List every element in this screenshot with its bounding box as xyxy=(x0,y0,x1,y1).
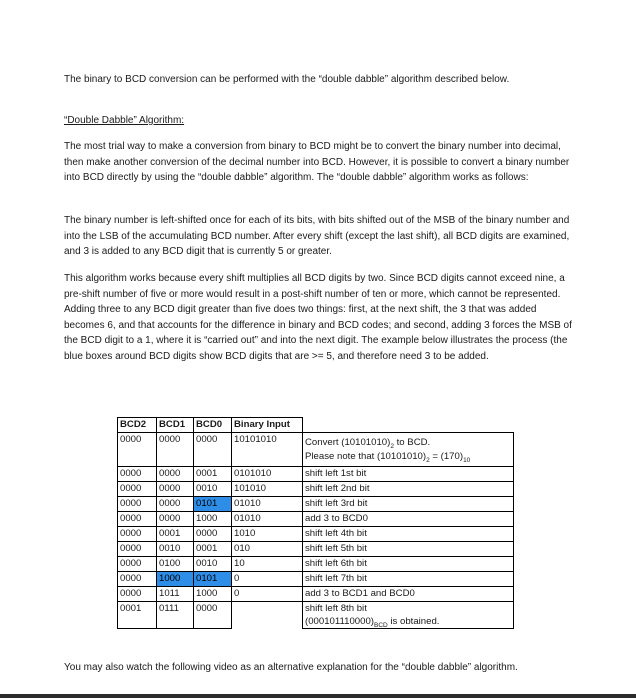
cell-bcd0: 0000 xyxy=(194,527,232,542)
cell-bcd2: 0001 xyxy=(118,602,157,629)
cell-description: shift left 2nd bit xyxy=(303,482,514,497)
paragraph-2: The binary number is left-shifted once for each of its bits, with bits shifted out of the MSB of the binary number and into the LSB of the accumulating BCD number. After every shift (except the last shift), all BCD digits are examined, and 3 is added to any BCD digit that is currently 5 or greater. xyxy=(64,215,570,257)
page-bottom-rule xyxy=(0,694,636,698)
cell-bcd1: 0010 xyxy=(157,542,194,557)
table-row-final xyxy=(118,602,514,629)
cell-description: shift left 7th bit xyxy=(303,572,514,587)
cell-description: add 3 to BCD0 xyxy=(303,512,514,527)
cell-binary: 010 xyxy=(232,542,303,557)
cell-binary: 01010 xyxy=(232,512,303,527)
cell-bcd1: 0100 xyxy=(157,557,194,572)
cell-bcd0: 0001 xyxy=(194,467,232,482)
cell-bcd1: 0000 xyxy=(157,497,194,512)
cell-bcd2: 0000 xyxy=(118,467,157,482)
table-row xyxy=(118,467,514,482)
table-row-start xyxy=(118,433,514,467)
cell-bcd0: 0000 xyxy=(194,433,232,467)
cell-bcd2: 0000 xyxy=(118,433,157,467)
cell-bcd1: 0001 xyxy=(157,527,194,542)
table-header-row xyxy=(118,418,514,433)
cell-bcd1: 0111 xyxy=(157,602,194,629)
cell-binary: 10 xyxy=(232,557,303,572)
paragraph-4: You may also watch the following video as an alternative explanation for the “double dabble” algorithm. xyxy=(64,662,518,673)
table-row xyxy=(118,527,514,542)
cell-bcd0: 0001 xyxy=(194,542,232,557)
header-bcd1: BCD1 xyxy=(157,418,194,433)
cell-description: add 3 to BCD1 and BCD0 xyxy=(303,587,514,602)
cell-bcd2: 0000 xyxy=(118,572,157,587)
cell-binary: 0 xyxy=(232,587,303,602)
cell-bcd0: 1000 xyxy=(194,512,232,527)
table-row xyxy=(118,587,514,602)
cell-binary: 0101010 xyxy=(232,467,303,482)
cell-bcd0-highlighted: 0101 xyxy=(194,497,232,512)
cell-bcd0: 0010 xyxy=(194,557,232,572)
cell-description: shift left 1st bit xyxy=(303,467,514,482)
double-dabble-table xyxy=(117,417,514,629)
cell-bcd0: 0010 xyxy=(194,482,232,497)
cell-description xyxy=(303,433,514,467)
cell-bcd2: 0000 xyxy=(118,557,157,572)
cell-bcd2: 0000 xyxy=(118,527,157,542)
table-row xyxy=(118,542,514,557)
cell-bcd1: 1011 xyxy=(157,587,194,602)
cell-bcd0-highlighted: 0101 xyxy=(194,572,232,587)
cell-description: shift left 6th bit xyxy=(303,557,514,572)
cell-description: shift left 3rd bit xyxy=(303,497,514,512)
paragraph-1: The most trial way to make a conversion from binary to BCD might be to convert the binary number into decimal, then make another conversion of the decimal number into BCD. However, it is possible to convert a binary number into BCD directly by using the “double dabble” algorithm. The “double dabble” algorithm works as follows: xyxy=(64,141,570,183)
cell-binary: 101010 xyxy=(232,482,303,497)
table-row xyxy=(118,557,514,572)
start-desc-line1: Convert $(10101010)_2$ to BCD. xyxy=(305,437,431,450)
final-desc-line2: $(000101110000)_{BCD}$ is obtained. xyxy=(305,616,440,629)
intro-paragraph: The binary to BCD conversion can be performed with the “double dabble” algorithm described below. xyxy=(64,74,510,85)
header-bcd2: BCD2 xyxy=(118,418,157,433)
cell-binary: 10101010 xyxy=(232,433,303,467)
cell-binary: 0 xyxy=(232,572,303,587)
start-desc-line2: Please note that $(10101010)_2 = (170)_{10}$ xyxy=(305,451,471,464)
cell-bcd1: 0000 xyxy=(157,467,194,482)
cell-bcd1: 0000 xyxy=(157,433,194,467)
cell-bcd2: 0000 xyxy=(118,482,157,497)
cell-description: shift left 4th bit xyxy=(303,527,514,542)
cell-bcd2: 0000 xyxy=(118,587,157,602)
table-row xyxy=(118,497,514,512)
table-row xyxy=(118,572,514,587)
cell-description xyxy=(303,602,514,629)
cell-bcd2: 0000 xyxy=(118,497,157,512)
algorithm-heading: “Double Dabble” Algorithm: xyxy=(64,115,185,126)
header-binary-input: Binary Input xyxy=(232,418,303,433)
final-desc-line1: shift left 8th bit xyxy=(305,603,367,614)
cell-bcd2: 0000 xyxy=(118,542,157,557)
cell-binary: 01010 xyxy=(232,497,303,512)
paragraph-3: This algorithm works because every shift multiplies all BCD digits by two. Since BCD digits cannot exceed nine, a pre-shift number of five or more would result in a post-shift number of ten or more, which cannot be represented. Adding three to any BCD digit greater than five does two things: first, at the next shift, the 3 that was added becomes 6, and that accounts for the difference in binary and BCD codes; and second, adding 3 forces the MSB of the BCD digit to a 1, where it is “carried out” and into the next digit. The example below illustrates the process (the blue boxes around BCD digits show BCD digits that are >= 5, and therefore need 3 to be added. xyxy=(64,273,572,362)
cell-bcd0: 1000 xyxy=(194,587,232,602)
cell-bcd1: 0000 xyxy=(157,482,194,497)
cell-description: shift left 5th bit xyxy=(303,542,514,557)
cell-bcd1-highlighted: 1000 xyxy=(157,572,194,587)
cell-bcd2: 0000 xyxy=(118,512,157,527)
cell-binary: 1010 xyxy=(232,527,303,542)
cell-bcd1: 0000 xyxy=(157,512,194,527)
cell-bcd0: 0000 xyxy=(194,602,232,629)
header-bcd0: BCD0 xyxy=(194,418,232,433)
table-row xyxy=(118,512,514,527)
table-row xyxy=(118,482,514,497)
